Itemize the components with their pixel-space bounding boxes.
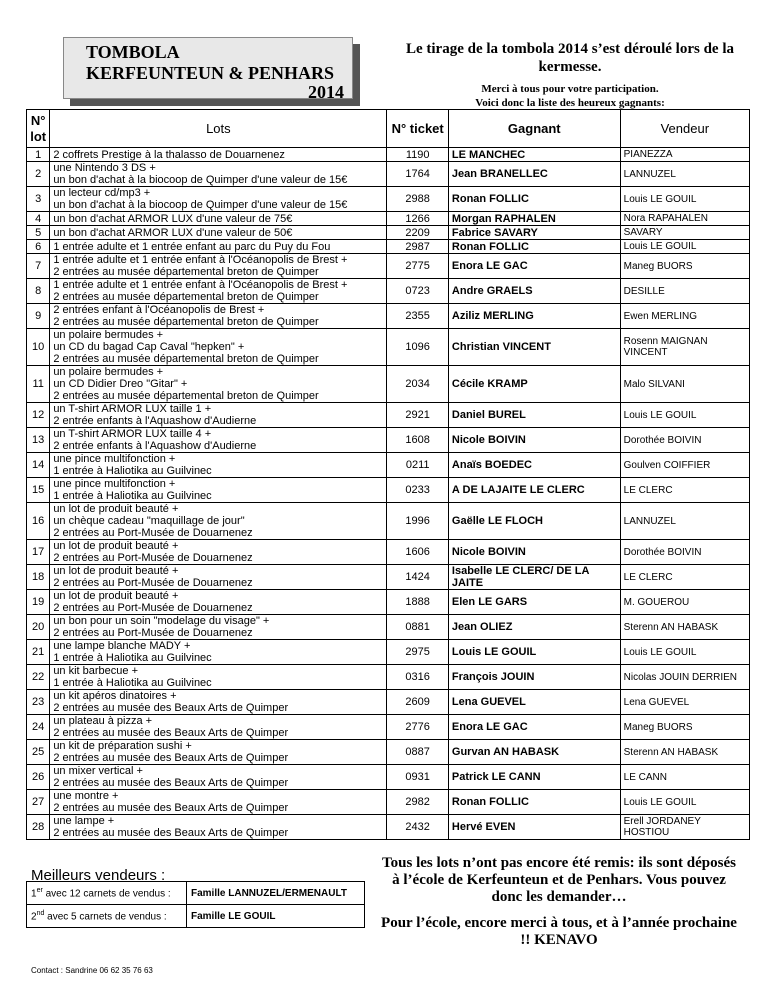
intro-block [400,40,740,110]
best-seller-desc [27,905,187,928]
seller-name: Louis LE GOUIL [620,187,749,212]
lot-number: 21 [27,640,50,665]
table-row [27,428,750,453]
lot-description: une pince multifonction + 1 entrée à Haliotika au Guilvinec [50,478,387,503]
winner-name: Louis LE GOUIL [448,640,620,665]
lot-description: un lot de produit beauté + 2 entrées au Port-Musée de Douarnenez [50,590,387,615]
intro-thanks-text: Merci à tous pour votre participation. [481,83,659,95]
lot-number: 23 [27,690,50,715]
seller-name: Ewen MERLING [620,304,749,329]
lot-number: 13 [27,428,50,453]
best-seller-suffix: er [36,886,43,894]
best-seller-family: Famille LE GOUIL [187,905,365,928]
ticket-number: 0881 [387,615,448,640]
table-row [27,453,750,478]
table-row [27,540,750,565]
lot-description: 2 coffrets Prestige à la thalasso de Douarnenez [50,148,387,162]
best-seller-text: avec 5 carnets de vendus : [44,911,167,923]
ticket-number: 2432 [387,815,448,840]
seller-name: Maneg BUORS [620,254,749,279]
table-row [27,162,750,187]
lot-number: 25 [27,740,50,765]
lot-description: 2 entrées enfant à l'Océanopolis de Brest + 2 entrées au musée départemental breton de Quimper [50,304,387,329]
best-seller-row [27,882,365,905]
seller-name: Rosenn MAIGNAN VINCENT [620,329,749,366]
winner-name: Anaïs BOEDEC [448,453,620,478]
table-header-row [27,110,750,148]
seller-name: Lena GUEVEL [620,690,749,715]
table-row [27,329,750,366]
winner-name: Andre GRAELS [448,279,620,304]
seller-name: LANNUZEL [620,503,749,540]
table-row [27,403,750,428]
contact-info: Contact : Sandrine 06 62 35 76 63 [31,966,153,975]
ticket-number: 2609 [387,690,448,715]
header-seller: Vendeur [620,110,749,148]
lot-number: 11 [27,366,50,403]
seller-name: Sterenn AN HABASK [620,740,749,765]
winner-name: Morgan RAPHALEN [448,212,620,226]
table-row [27,240,750,254]
title-line-1: TOMBOLA [86,42,180,62]
lot-description: un mixer vertical + 2 entrées au musée des Beaux Arts de Quimper [50,765,387,790]
lot-number: 22 [27,665,50,690]
seller-name: Louis LE GOUIL [620,790,749,815]
lot-description: un T-shirt ARMOR LUX taille 1 + 2 entrée enfants à l'Aquashow d'Audierne [50,403,387,428]
seller-name: Sterenn AN HABASK [620,615,749,640]
winner-name: Gaëlle LE FLOCH [448,503,620,540]
lot-number: 8 [27,279,50,304]
table-row [27,279,750,304]
ticket-number: 0887 [387,740,448,765]
lot-description: une lampe blanche MADY + 1 entrée à Haliotika au Guilvinec [50,640,387,665]
winner-name: Cécile KRAMP [448,366,620,403]
lot-number: 20 [27,615,50,640]
ticket-number: 1608 [387,428,448,453]
winner-name: Elen LE GARS [448,590,620,615]
winner-name: Enora LE GAC [448,254,620,279]
winner-name: Fabrice SAVARY [448,226,620,240]
lot-description: un bon d'achat ARMOR LUX d'une valeur de 50€ [50,226,387,240]
ticket-number: 1764 [387,162,448,187]
lot-number: 3 [27,187,50,212]
intro-line: Le tirage de la tombola 2014 s’est déroulé lors de la kermesse. [405,41,734,75]
intro-list-text: Voici donc la liste des heureux gagnants: [475,97,665,109]
table-row [27,640,750,665]
ticket-number: 0316 [387,665,448,690]
lot-description: un lot de produit beauté + 2 entrées au Port-Musée de Douarnenez [50,565,387,590]
outro-paragraph-2: Pour l’école, encore merci à tous, et à l’année prochaine !! KENAVO [381,915,737,948]
lot-number: 12 [27,403,50,428]
table-row [27,790,750,815]
outro-block [381,855,737,949]
lot-description: un lot de produit beauté + 2 entrées au Port-Musée de Douarnenez [50,540,387,565]
lot-number: 15 [27,478,50,503]
lot-number: 6 [27,240,50,254]
seller-name: Louis LE GOUIL [620,240,749,254]
ticket-number: 0211 [387,453,448,478]
seller-name: DESILLE [620,279,749,304]
best-seller-text: avec 12 carnets de vendus : [42,888,171,900]
table-row [27,740,750,765]
lot-number: 5 [27,226,50,240]
title-box [63,37,353,102]
lot-description: un bon pour un soin "modelage du visage" + 2 entrées au Port-Musée de Douarnenez [50,615,387,640]
lot-description: un polaire bermudes + un CD Didier Dreo "Gitar" + 2 entrées au musée départemental breton de Quimper [50,366,387,403]
table-row [27,254,750,279]
winner-name: Isabelle LE CLERC/ DE LA JAITE [448,565,620,590]
lot-number: 9 [27,304,50,329]
ticket-number: 2776 [387,715,448,740]
winner-name: Daniel BUREL [448,403,620,428]
table-row [27,148,750,162]
seller-name: Goulven COIFFIER [620,453,749,478]
lot-number: 19 [27,590,50,615]
ticket-number: 2034 [387,366,448,403]
table-row [27,690,750,715]
seller-name: Louis LE GOUIL [620,403,749,428]
lot-number: 7 [27,254,50,279]
seller-name: Nicolas JOUIN DERRIEN [620,665,749,690]
winner-name: Lena GUEVEL [448,690,620,715]
winner-name: François JOUIN [448,665,620,690]
lot-description: un T-shirt ARMOR LUX taille 4 + 2 entrée enfants à l'Aquashow d'Audierne [50,428,387,453]
seller-name: LANNUZEL [620,162,749,187]
lot-description: une lampe + 2 entrées au musée des Beaux Arts de Quimper [50,815,387,840]
best-seller-row [27,905,365,928]
lot-number: 26 [27,765,50,790]
table-row [27,503,750,540]
lot-number: 27 [27,790,50,815]
lot-description: une Nintendo 3 DS + un bon d'achat à la biocoop de Quimper d'une valeur de 15€ [50,162,387,187]
header-lots: Lots [50,110,387,148]
seller-name: M. GOUEROU [620,590,749,615]
header-ticket: N° ticket [387,110,448,148]
lot-number: 18 [27,565,50,590]
lot-number: 10 [27,329,50,366]
winner-name: Aziliz MERLING [448,304,620,329]
ticket-number: 2982 [387,790,448,815]
lot-description: un bon d'achat ARMOR LUX d'une valeur de 75€ [50,212,387,226]
ticket-number: 2987 [387,240,448,254]
lot-description: un kit barbecue + 1 entrée à Haliotika au Guilvinec [50,665,387,690]
winner-name: Ronan FOLLIC [448,187,620,212]
table-row [27,765,750,790]
winner-name: Jean OLIEZ [448,615,620,640]
seller-name: Nora RAPAHALEN [620,212,749,226]
winner-name: Nicole BOIVIN [448,428,620,453]
table-row [27,590,750,615]
ticket-number: 2775 [387,254,448,279]
winner-name: Jean BRANELLEC [448,162,620,187]
header-lot-number: N° lot [27,110,50,148]
lot-description: un lecteur cd/mp3 + un bon d'achat à la biocoop de Quimper d'une valeur de 15€ [50,187,387,212]
ticket-number: 0233 [387,478,448,503]
ticket-number: 2209 [387,226,448,240]
ticket-number: 2355 [387,304,448,329]
seller-name: Malo SILVANI [620,366,749,403]
seller-name: Dorothée BOIVIN [620,540,749,565]
lot-description: un kit de préparation sushi + 2 entrées au musée des Beaux Arts de Quimper [50,740,387,765]
best-sellers-title: Meilleurs vendeurs : [31,867,166,884]
ticket-number: 1996 [387,503,448,540]
ticket-number: 1888 [387,590,448,615]
table-row [27,478,750,503]
winner-name: Hervé EVEN [448,815,620,840]
lot-number: 2 [27,162,50,187]
winner-name: Nicole BOIVIN [448,540,620,565]
lot-number: 24 [27,715,50,740]
ticket-number: 1190 [387,148,448,162]
seller-name: Dorothée BOIVIN [620,428,749,453]
table-row [27,187,750,212]
seller-name: LE CLERC [620,565,749,590]
lot-number: 28 [27,815,50,840]
best-seller-rank: 1 [31,888,37,900]
lot-description: un kit apéros dinatoires + 2 entrées au musée des Beaux Arts de Quimper [50,690,387,715]
best-seller-suffix: nd [36,909,45,917]
table-row [27,366,750,403]
intro-thanks [400,82,740,110]
table-row [27,815,750,840]
seller-name: LE CANN [620,765,749,790]
seller-name: Erell JORDANEY HOSTIOU [620,815,749,840]
table-row [27,565,750,590]
lot-number: 4 [27,212,50,226]
table-row [27,665,750,690]
ticket-number: 1606 [387,540,448,565]
seller-name: Maneg BUORS [620,715,749,740]
lot-number: 17 [27,540,50,565]
winner-name: Ronan FOLLIC [448,240,620,254]
outro-paragraph-1: Tous les lots n’ont pas encore été remis: ils sont déposés à l’école de Kerfeunteun et de Penhars. Vous pouvez donc les demander… [382,855,736,905]
seller-name: Louis LE GOUIL [620,640,749,665]
title-line-2: KERFEUNTEUN & PENHARS [86,63,335,83]
ticket-number: 0723 [387,279,448,304]
title-year: 2014 [308,82,344,102]
best-seller-desc [27,882,187,905]
ticket-number: 1266 [387,212,448,226]
ticket-number: 0931 [387,765,448,790]
winner-name: Enora LE GAC [448,715,620,740]
ticket-number: 2988 [387,187,448,212]
winner-name: A DE LAJAITE LE CLERC [448,478,620,503]
seller-name: PIANEZZA [620,148,749,162]
lot-description: un lot de produit beauté + un chèque cadeau "maquillage de jour" 2 entrées au Port-Musée de Douarnenez [50,503,387,540]
winner-name: Patrick LE CANN [448,765,620,790]
seller-name: LE CLERC [620,478,749,503]
winner-name: Ronan FOLLIC [448,790,620,815]
ticket-number: 1424 [387,565,448,590]
lot-description: une montre + 2 entrées au musée des Beaux Arts de Quimper [50,790,387,815]
winner-name: LE MANCHEC [448,148,620,162]
lot-description: un plateau à pizza + 2 entrées au musée des Beaux Arts de Quimper [50,715,387,740]
table-row [27,615,750,640]
lot-number: 14 [27,453,50,478]
lot-description: un polaire bermudes + un CD du bagad Cap Caval "hepken" + 2 entrées au musée départemental breton de Quimper [50,329,387,366]
best-seller-rank: 2 [31,911,37,923]
ticket-number: 1096 [387,329,448,366]
lot-number: 16 [27,503,50,540]
winner-name: Christian VINCENT [448,329,620,366]
table-row [27,304,750,329]
ticket-number: 2975 [387,640,448,665]
best-sellers-table [26,881,365,928]
lot-description: 1 entrée adulte et 1 entrée enfant à l'Océanopolis de Brest + 2 entrées au musée départemental breton de Quimper [50,279,387,304]
best-seller-family: Famille LANNUZEL/ERMENAULT [187,882,365,905]
winners-table [26,109,750,840]
ticket-number: 2921 [387,403,448,428]
header-winner: Gagnant [448,110,620,148]
table-row [27,226,750,240]
lot-description: 1 entrée adulte et 1 entrée enfant à l'Océanopolis de Brest + 2 entrées au musée départemental breton de Quimper [50,254,387,279]
lot-description: une pince multifonction + 1 entrée à Haliotika au Guilvinec [50,453,387,478]
lot-description: 1 entrée adulte et 1 entrée enfant au parc du Puy du Fou [50,240,387,254]
table-row [27,212,750,226]
seller-name: SAVARY [620,226,749,240]
lot-number: 1 [27,148,50,162]
table-row [27,715,750,740]
winner-name: Gurvan AN HABASK [448,740,620,765]
